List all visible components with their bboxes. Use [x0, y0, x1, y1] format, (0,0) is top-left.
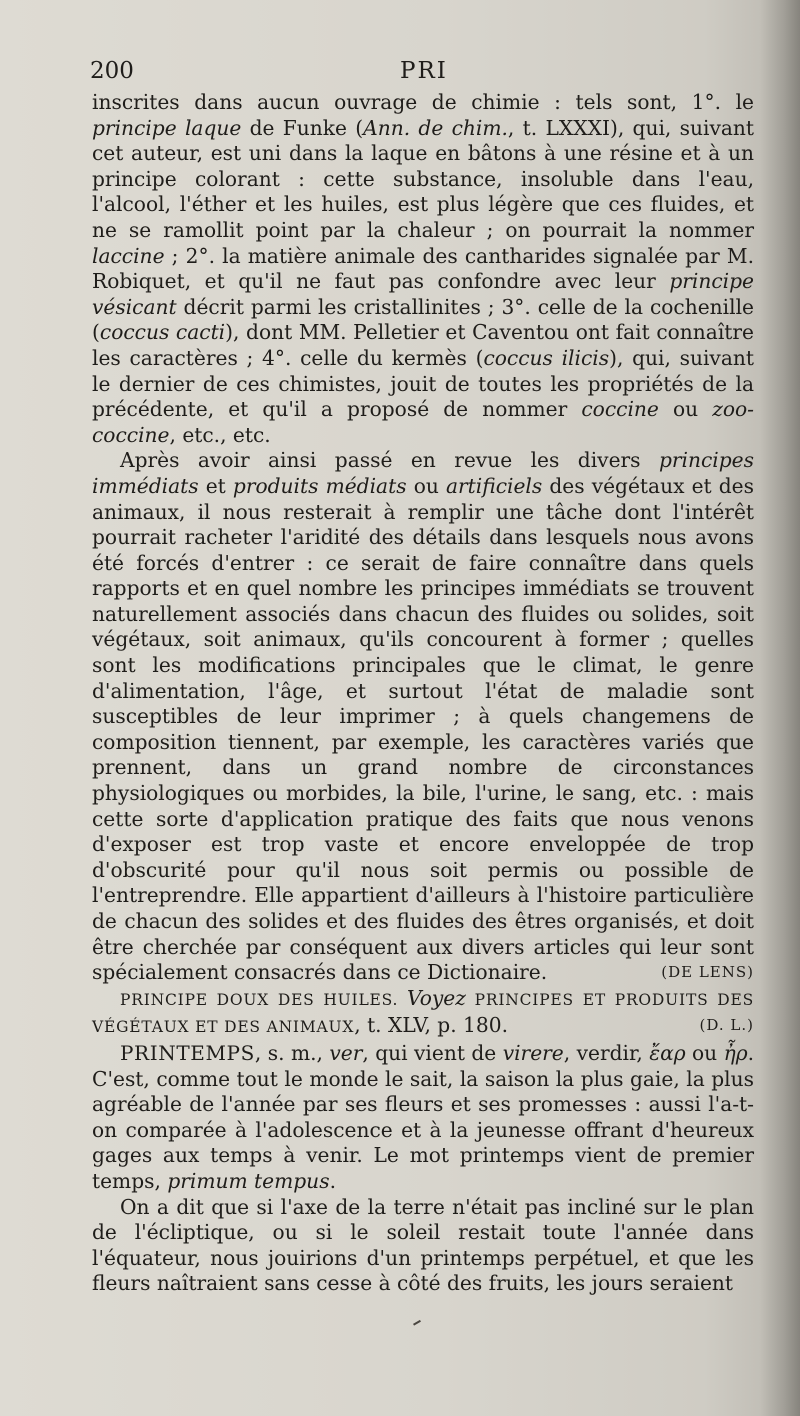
italic-text: zoo-coccine — [92, 397, 754, 447]
text-run: . C'est, comme tout le monde le sait, la saison la plus gaie, la plus agréable de l'année par ses fleurs et ses promesses : aussi l'a-t-on comparée à l'adolescence et à la jeunesse offrant d'heureux gages aux temps à venir. Le mot printemps vient de premier temps, — [92, 1040, 754, 1193]
author-signature: (DE LENS) — [661, 963, 754, 982]
italic-text: Ann. de chim. — [363, 115, 508, 140]
italic-text: coccus ilicis — [483, 345, 610, 370]
text-run: , verdir, — [563, 1040, 650, 1065]
italic-text: principe laque — [92, 115, 242, 140]
italic-text: laccine — [92, 243, 165, 268]
paragraph — [92, 1195, 754, 1297]
author-signature: (D. L.) — [699, 1016, 754, 1035]
text-run: PRINCIPE DOUX DES HUILES. — [120, 990, 408, 1009]
text-run: , t. LXXXI), qui, suivant cet auteur, est uni dans la laque en bâtons à une résine et à un principe colorant : cette substance, insoluble dans l'eau, l'alcool, l'éther et les huiles, est plus légère que ces fluides, et ne se ramollit point par la chaleur ; on pourrait la nommer — [92, 115, 754, 242]
italic-text: produits médiats — [232, 473, 407, 498]
text-run: ; 2°. la matière animale des cantharides signalée par M. Robiquet, et qu'il ne faut pas confondre avec leur — [92, 243, 754, 294]
entry-headword: PRINTEMPS — [120, 1040, 255, 1065]
text-run: ou — [685, 1040, 724, 1065]
paragraph — [92, 1041, 754, 1195]
paragraph — [92, 90, 754, 448]
text-run: PRINCIPES ET PRODUITS DES VÉGÉTAUX ET DES ANIMAUX — [92, 990, 755, 1037]
paragraph — [92, 448, 754, 985]
text-run: , s. m., — [254, 1040, 330, 1065]
text-run: , qui vient de — [362, 1040, 503, 1065]
text-run: ), qui, suivant le dernier de ces chimistes, jouit de toutes les propriétés de la précédente, et qu'il a proposé de nommer — [92, 345, 754, 422]
text-run: Après avoir ainsi passé en revue les divers — [120, 448, 659, 473]
text-run: inscrites dans aucun ouvrage de chimie : tels sont, 1°. le — [92, 90, 754, 114]
text-run: et — [198, 473, 233, 498]
text-run: ), dont MM. Pelletier et Caventou ont fait connaître les caractères ; 4°. celle du kermès ( — [92, 320, 754, 370]
text-run: ou — [658, 397, 713, 422]
italic-text: Voyez — [407, 985, 466, 1010]
italic-text: coccine — [581, 397, 659, 422]
page-number: 200 — [90, 58, 134, 84]
text-run: . — [329, 1168, 336, 1193]
italic-text: artificiels — [445, 473, 543, 498]
italic-text: ἔαρ — [649, 1040, 686, 1065]
ink-mark — [411, 1316, 421, 1325]
text-run: , t. XLV, p. 180. — [354, 1013, 508, 1038]
italic-text: primum tempus — [167, 1168, 330, 1193]
text-run: décrit parmi les cristallinites ; 3°. celle de la cochenille ( — [92, 294, 754, 345]
italic-text: ἦρ — [723, 1040, 748, 1065]
paragraph — [92, 986, 754, 1041]
text-run: ou — [406, 473, 446, 498]
italic-text: ver — [329, 1040, 363, 1065]
text-run: des végétaux et des animaux, il nous resterait à remplir une tâche dont l'intérêt pourrait racheter l'aridité des détails dans lesquels nous avons été forcés d'entrer : ce serait de faire connaître dans quels rapports et en quel nombre les principes immédiats se trouvent naturellement associés dans chacun des fluides ou solides, soit végétaux, soit animaux, qu'ils concourent à former ; quelles sont les modifications principales que le climat, le genre d'alimentation, l'âge, et surtout l'état de maladie sont susceptibles de leur imprimer ; à quels changemens de composition tiennent, par exemple, les caractères variés que prennent, dans un grand nombre de circonstances physiologiques ou morbides, la bile, l'urine, le sang, etc. : mais cette sorte d'application pratique des faits que nous venons d'exposer est trop vaste et encore enveloppée de trop d'obscurité pour qu'il nous soit permis ou possible de l'entreprendre. Elle appartient d'ailleurs à l'histoire particulière de chacun des solides et des fluides des êtres organisés, et doit être cherchée par conséquent aux divers articles qui leur sont spécialement consacrés dans ce Dictionaire. — [92, 473, 754, 985]
page-gutter-shadow — [760, 0, 800, 1416]
text-run: , etc., etc. — [169, 422, 271, 447]
page-header — [90, 58, 755, 92]
italic-text: virere — [502, 1040, 564, 1065]
italic-text: principe vésicant — [92, 269, 754, 319]
italic-text: principes immédiats — [92, 448, 754, 498]
italic-text: coccus cacti — [99, 320, 226, 345]
article-text — [92, 90, 754, 1297]
running-title: PRI — [400, 58, 448, 84]
text-run: de Funke ( — [241, 115, 364, 140]
text-run: On a dit que si l'axe de la terre n'était pas incliné sur le plan de l'écliptique, ou si le soleil restait toute l'année dans l'équateur, nous jouirions d'un printemps perpétuel, et que les fleurs naîtraient sans cesse à côté des fruits, les jours seraient — [92, 1194, 754, 1296]
